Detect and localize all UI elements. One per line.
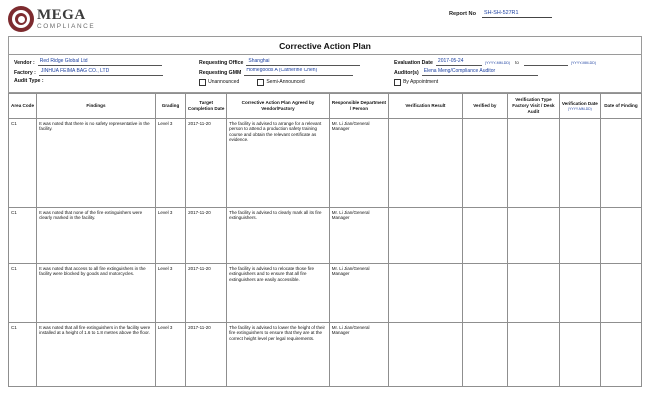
info-row-1: [14, 58, 636, 66]
evaluation-date-to-label: to: [515, 60, 519, 65]
requesting-office-value[interactable]: Shanghai: [246, 58, 360, 66]
audit-type-options-right: [394, 79, 636, 86]
cell-corrective-action: The facility is advised to clearly mark all its fire extinguishers.: [227, 208, 330, 264]
col-verification-date: [559, 94, 600, 119]
factory-label: Factory :: [14, 69, 36, 76]
cell-verification-type[interactable]: [508, 119, 560, 208]
cell-date-of-finding[interactable]: [600, 323, 641, 387]
col-target-completion-date: Target Completion Date: [186, 94, 227, 119]
cell-verification-result[interactable]: [389, 323, 462, 387]
table-header-row: [9, 94, 642, 119]
brand-logo: [8, 6, 168, 32]
cell-findings: It was noted that none of the fire extinguishers were clearly marked in the facility.: [37, 208, 156, 264]
col-verification-type: Verification Type Factory Visit / Desk Audit: [508, 94, 560, 119]
cell-verified-by[interactable]: [462, 264, 507, 323]
cell-verification-type[interactable]: [508, 323, 560, 387]
corrective-action-table: [8, 93, 642, 387]
cell-findings: It was noted that all fire extinguishers in the facility were installed at a height of 1.6 to 1.8 metres above the floor.: [37, 323, 156, 387]
col-area-code: Area Code: [9, 94, 37, 119]
cell-grading: Level 3: [155, 208, 185, 264]
cell-area-code: C1: [9, 208, 37, 264]
cell-target-date: 2017-11-20: [186, 119, 227, 208]
col-responsible-person: Responsible Department / Person: [329, 94, 388, 119]
cell-verification-date[interactable]: [559, 323, 600, 387]
brand-subtitle: COMPLIANCE: [37, 22, 96, 30]
cell-verification-date[interactable]: [559, 119, 600, 208]
cell-verified-by[interactable]: [462, 323, 507, 387]
brand-name: MEGA: [37, 6, 86, 23]
requesting-office-label: Requesting Office: [199, 59, 244, 66]
audit-type-option-unannounced-label: Unannounced: [208, 79, 240, 86]
info-row-2: [14, 68, 636, 76]
cell-date-of-finding[interactable]: [600, 264, 641, 323]
cell-date-of-finding[interactable]: [600, 119, 641, 208]
cell-grading: Level 3: [155, 323, 185, 387]
audit-type-option-by-appointment[interactable]: [394, 79, 438, 86]
factory-field: [14, 68, 199, 76]
cell-verified-by[interactable]: [462, 208, 507, 264]
report-number-value[interactable]: SH-SH-527R1: [482, 10, 552, 18]
audit-type-label: Audit Type :: [14, 78, 44, 84]
table-row[interactable]: [9, 208, 642, 264]
auditors-label: Auditor(s): [394, 69, 419, 76]
cell-area-code: C1: [9, 119, 37, 208]
report-number-field: [449, 6, 642, 18]
cell-verification-type[interactable]: [508, 264, 560, 323]
cell-responsible: Mr. Li Jian/General Manager: [329, 119, 388, 208]
cell-verification-result[interactable]: [389, 264, 462, 323]
audit-type-field: [14, 78, 199, 84]
table-row[interactable]: [9, 264, 642, 323]
cell-verification-result[interactable]: [389, 208, 462, 264]
info-row-3: [14, 78, 636, 86]
evaluation-date-to-hint: (YYYY-MM-DD): [570, 61, 597, 65]
cell-corrective-action: The facility is advised to arrange for a relevant person to attend a production safety training course and obtain the relevant certificate as evidence.: [227, 119, 330, 208]
cell-responsible: Mr. Li Jian/General Manager: [329, 323, 388, 387]
cell-verification-type[interactable]: [508, 208, 560, 264]
audit-type-option-semi-announced[interactable]: [257, 79, 304, 86]
col-verification-result: Verification Result: [389, 94, 462, 119]
requesting-gmm-field: [199, 68, 394, 76]
checkbox-icon-semi-announced[interactable]: [257, 79, 264, 86]
vendor-field: [14, 58, 199, 66]
cell-date-of-finding[interactable]: [600, 208, 641, 264]
requesting-gmm-value[interactable]: Homegoods A (Catherine Chen): [244, 68, 353, 76]
col-verification-date-hint: (YYYY-MM-DD): [567, 107, 592, 112]
cell-findings: It was noted that access to all fire extinguishers in the facility were blocked by goods and motorcycles.: [37, 264, 156, 323]
document-header: [8, 6, 642, 36]
requesting-office-field: [199, 58, 394, 66]
evaluation-date-value[interactable]: 2017-05-24: [436, 58, 482, 66]
col-grading: Grading: [155, 94, 185, 119]
checkbox-icon-by-appointment[interactable]: [394, 79, 401, 86]
audit-type-option-by-appointment-label: By Appointment: [403, 79, 439, 86]
col-corrective-action-plan: Corrective Action Plan Agreed by Vendor/Factory: [227, 94, 330, 119]
audit-type-option-unannounced[interactable]: [199, 79, 239, 86]
evaluation-date-hint: (YYYY-MM-DD): [484, 61, 511, 65]
cell-area-code: C1: [9, 323, 37, 387]
cell-responsible: Mr. Li Jian/General Manager: [329, 208, 388, 264]
col-findings: Findings: [37, 94, 156, 119]
col-date-of-finding: Date of Finding: [600, 94, 641, 119]
vendor-value[interactable]: Red Ridge Global Ltd: [38, 58, 162, 66]
cell-verification-date[interactable]: [559, 264, 600, 323]
page-title: Corrective Action Plan: [8, 36, 642, 54]
cell-target-date: 2017-11-20: [186, 264, 227, 323]
evaluation-date-to-value[interactable]: [524, 58, 568, 66]
cell-verification-result[interactable]: [389, 119, 462, 208]
cell-findings: It was noted that there is no safety representative in the facility.: [37, 119, 156, 208]
cell-area-code: C1: [9, 264, 37, 323]
cell-verified-by[interactable]: [462, 119, 507, 208]
cell-corrective-action: The facility is advised to relocate those fire extinguishers and to ensure that all fire extinguishers are easily accessible.: [227, 264, 330, 323]
cell-verification-date[interactable]: [559, 208, 600, 264]
requesting-gmm-label: Requesting GMM: [199, 69, 242, 76]
auditors-field: [394, 68, 636, 76]
cell-corrective-action: The facility is advised to lower the height of their fire extinguishers to ensure that they are at the correct height level per legal requirements.: [227, 323, 330, 387]
table-row[interactable]: [9, 119, 642, 208]
info-block: [8, 54, 642, 93]
vendor-label: Vendor :: [14, 59, 35, 66]
audit-type-options-left: [199, 79, 394, 86]
audit-type-option-semi-announced-label: Semi-Announced: [266, 79, 305, 86]
cell-grading: Level 3: [155, 264, 185, 323]
mega-logo-icon: [8, 6, 34, 32]
cell-responsible: Mr. Li Jian/General Manager: [329, 264, 388, 323]
col-verification-date-label: Verification Date: [561, 100, 598, 106]
report-number-label: Report No: [448, 11, 476, 17]
cell-grading: Level 3: [155, 119, 185, 208]
evaluation-date-label: Evaluation Date: [394, 59, 433, 66]
auditors-value[interactable]: Elena Meng/Compliance Auditor: [422, 68, 538, 76]
col-verified-by: Verified by: [462, 94, 507, 119]
factory-value[interactable]: JINHUA FEIMA BAG CO., LTD: [39, 68, 163, 76]
cell-target-date: 2017-11-20: [186, 208, 227, 264]
table-row[interactable]: [9, 323, 642, 387]
cell-target-date: 2017-11-20: [186, 323, 227, 387]
checkbox-icon-unannounced[interactable]: [199, 79, 206, 86]
evaluation-date-field: [394, 58, 636, 66]
